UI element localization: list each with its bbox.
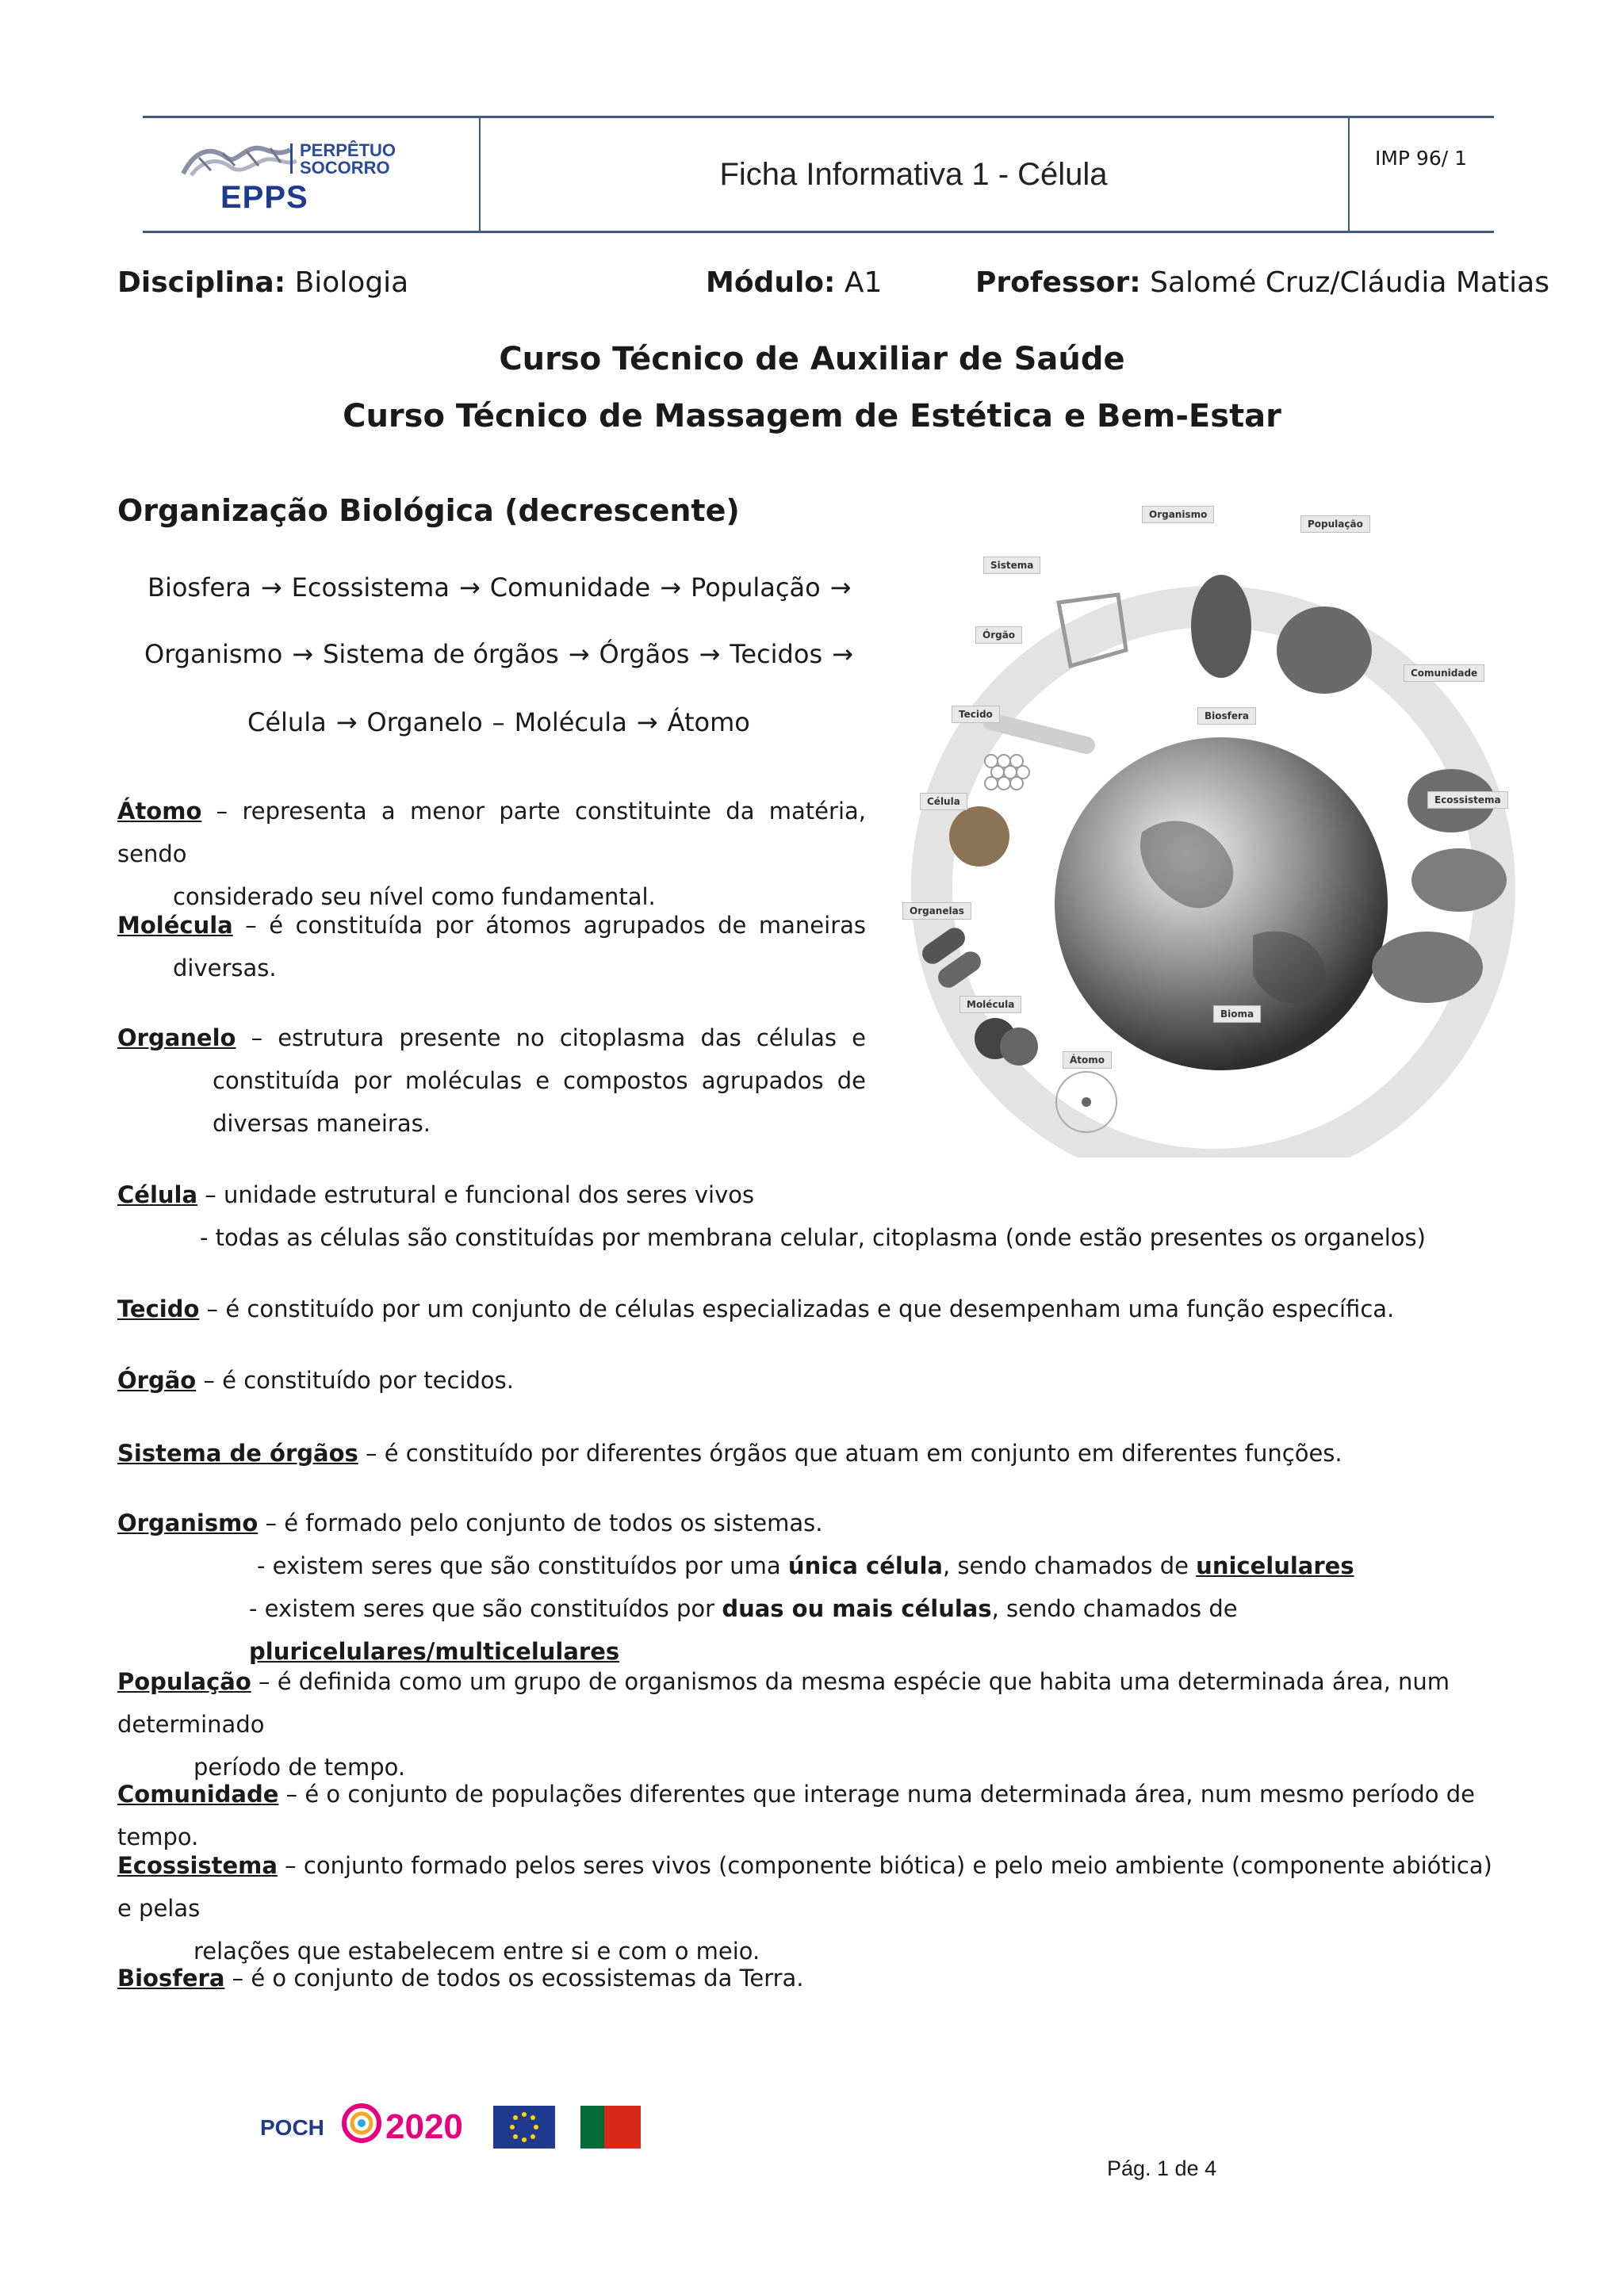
figure-label-tecido: Tecido [952,706,1000,723]
definition-text: relações que estabelecem entre si e com o meio. [193,1938,760,1965]
disciplina-label: Disciplina: [117,266,286,299]
figure-label-atomo: Átomo [1063,1051,1112,1069]
term-unicelulares: unicelulares [1196,1552,1354,1579]
term-ecossistema: Ecossistema [117,1852,278,1879]
header-logo-cell [143,118,481,231]
definition-text: – é o conjunto de todos os ecossistemas da Terra. [224,1965,804,1992]
definition-text: diversas maneiras. [213,1110,431,1137]
definition-text: – é definida como um grupo de organismos da mesma espécie que habita uma determinada área, num determinado [117,1668,1450,1738]
definition-organelo [117,1016,866,1145]
chain-item: Ecossistema [291,572,450,603]
term-sistema: Sistema de órgãos [117,1440,358,1467]
modulo-value: A1 [844,266,883,299]
definition-biosfera [117,1957,1513,1999]
chain-item: Biosfera [147,572,251,603]
organization-wheel-illustration [880,492,1530,1158]
definition-text: constituída por moléculas e compostos agrupados de [213,1067,866,1094]
definition-sistema [117,1432,1513,1475]
definition-text: , sendo chamados de [991,1595,1238,1622]
figure-label-molecula: Molécula [959,996,1021,1013]
professor-field [975,266,1549,299]
poch-swirl-icon [338,2099,385,2147]
term-organismo: Organismo [117,1510,259,1536]
definition-text: diversas. [173,955,277,982]
professor-value: Salomé Cruz/Cláudia Matias [1150,266,1549,299]
definition-text: - existem seres que são constituídos por uma [257,1552,788,1579]
term-orgao: Órgão [117,1367,197,1394]
term-pluricelulares: pluricelulares/multicelulares [249,1638,620,1665]
hierarchy-line-2 [144,639,863,669]
arrow-right-icon: → [636,707,658,737]
definition-text: considerado seu nível como fundamental. [173,883,656,910]
chain-item: Organelo [366,707,483,737]
figure-label-organismo: Organismo [1142,506,1214,523]
definition-text: – é constituído por diferentes órgãos que atuam em conjunto em diferentes funções. [358,1440,1342,1467]
hierarchy-line-1 [147,572,860,603]
chain-item: Comunidade [489,572,651,603]
definition-text: - todas as células são constituídas por membrana celular, citoplasma (onde estão presentes os organelos) [200,1224,1426,1251]
definition-bold: única célula [787,1552,943,1579]
arrow-right-icon: → [699,639,721,669]
document-title: Ficha Informativa 1 - Célula [479,118,1350,231]
arrow-right-icon: → [260,572,282,603]
definition-text: – representa a menor parte constituinte da matéria, sendo [117,798,866,867]
term-celula: Célula [117,1181,198,1208]
chain-item: Molécula [514,707,627,737]
definition-text: – é constituído por um conjunto de células especializadas e que desempenham uma função específica. [199,1295,1395,1322]
disciplina-field [117,266,408,299]
arrow-right-icon: → [568,639,590,669]
modulo-label: Módulo: [706,266,836,299]
course-title-2: Curso Técnico de Massagem de Estética e Bem-Estar [343,398,1281,434]
term-organelo: Organelo [117,1024,236,1051]
definition-text: – é constituída por átomos agrupados de maneiras [232,912,866,939]
dash-separator: – [492,707,505,737]
section-title: Organização Biológica (decrescente) [117,493,740,528]
figure-label-biosfera: Biosfera [1197,707,1256,725]
portugal-2020-logo: 2020 [385,2107,463,2146]
hierarchy-line-3 [247,707,750,737]
definition-populacao [117,1660,1513,1789]
page-number: Pág. 1 de 4 [1107,2156,1217,2180]
figure-label-orgao: Órgão [975,626,1022,644]
biological-organization-figure [880,492,1530,1158]
chain-item: Órgãos [599,639,690,669]
portugal-flag-icon [580,2106,641,2149]
chain-item: Tecidos [730,639,823,669]
disciplina-value: Biologia [294,266,409,299]
unicelulares-line [117,1544,1513,1587]
modulo-field [706,266,882,299]
eu-flag-icon [493,2106,555,2149]
definition-text: – conjunto formado pelos seres vivos (componente biótica) e pelo meio ambiente (componente abiótica) e pelas [117,1852,1492,1922]
chain-item: População [691,572,821,603]
figure-label-bioma: Bioma [1213,1005,1261,1023]
professor-label: Professor: [975,266,1141,299]
figure-label-sistema: Sistema [983,557,1040,574]
arrow-right-icon: → [660,572,682,603]
definition-molecula [117,904,866,989]
term-molecula: Molécula [117,912,233,939]
term-populacao: População [117,1668,251,1695]
arrow-right-icon: → [292,639,314,669]
chain-item: Célula [247,707,327,737]
definition-celula [117,1173,1513,1259]
definition-text: período de tempo. [193,1754,406,1781]
funding-logos [259,2093,671,2164]
definition-orgao [117,1359,1513,1402]
chain-item: Átomo [667,707,750,737]
chain-item: Sistema de órgãos [323,639,559,669]
definition-atomo [117,790,866,918]
arrow-right-icon: → [335,707,358,737]
figure-label-comunidade: Comunidade [1404,664,1484,682]
arrow-right-icon: → [829,572,852,603]
figure-label-populacao: População [1300,515,1370,533]
term-comunidade: Comunidade [117,1781,279,1808]
figure-label-celula: Célula [920,793,967,810]
logo-brand-text: PERPÊTUO SOCORRO [300,140,396,178]
term-biosfera: Biosfera [117,1965,225,1992]
course-title-1: Curso Técnico de Auxiliar de Saúde [499,341,1125,377]
definition-organismo [117,1502,1513,1673]
definition-text: – é constituído por tecidos. [196,1367,514,1394]
definition-bold: duas ou mais células [722,1595,992,1622]
definition-text: - existem seres que são constituídos por [249,1595,722,1622]
definition-text: – estrutura presente no citoplasma das células e [236,1024,866,1051]
document-header [143,116,1494,233]
document-code: IMP 96/ 1 [1374,147,1468,170]
epps-logo-icon [179,142,298,178]
poch-logo: POCH [260,2115,324,2140]
definition-ecossistema [117,1844,1513,1973]
term-atomo: Átomo [117,798,202,825]
logo-divider [290,144,293,174]
chain-item: Organismo [144,639,283,669]
term-tecido: Tecido [117,1295,200,1322]
definition-tecido [117,1288,1513,1330]
figure-label-ecossistema: Ecossistema [1427,791,1508,809]
epps-logo-text: EPPS [220,180,308,215]
arrow-right-icon: → [458,572,481,603]
definition-text: , sendo chamados de [942,1552,1197,1579]
definition-text: – é formado pelo conjunto de todos os sistemas. [258,1510,823,1536]
definition-text: – é o conjunto de populações diferentes que interage numa determinada área, num mesmo período de tempo. [117,1781,1475,1850]
figure-label-organelas: Organelas [902,902,971,920]
arrow-right-icon: → [832,639,853,669]
definition-text: – unidade estrutural e funcional dos seres vivos [197,1181,755,1208]
